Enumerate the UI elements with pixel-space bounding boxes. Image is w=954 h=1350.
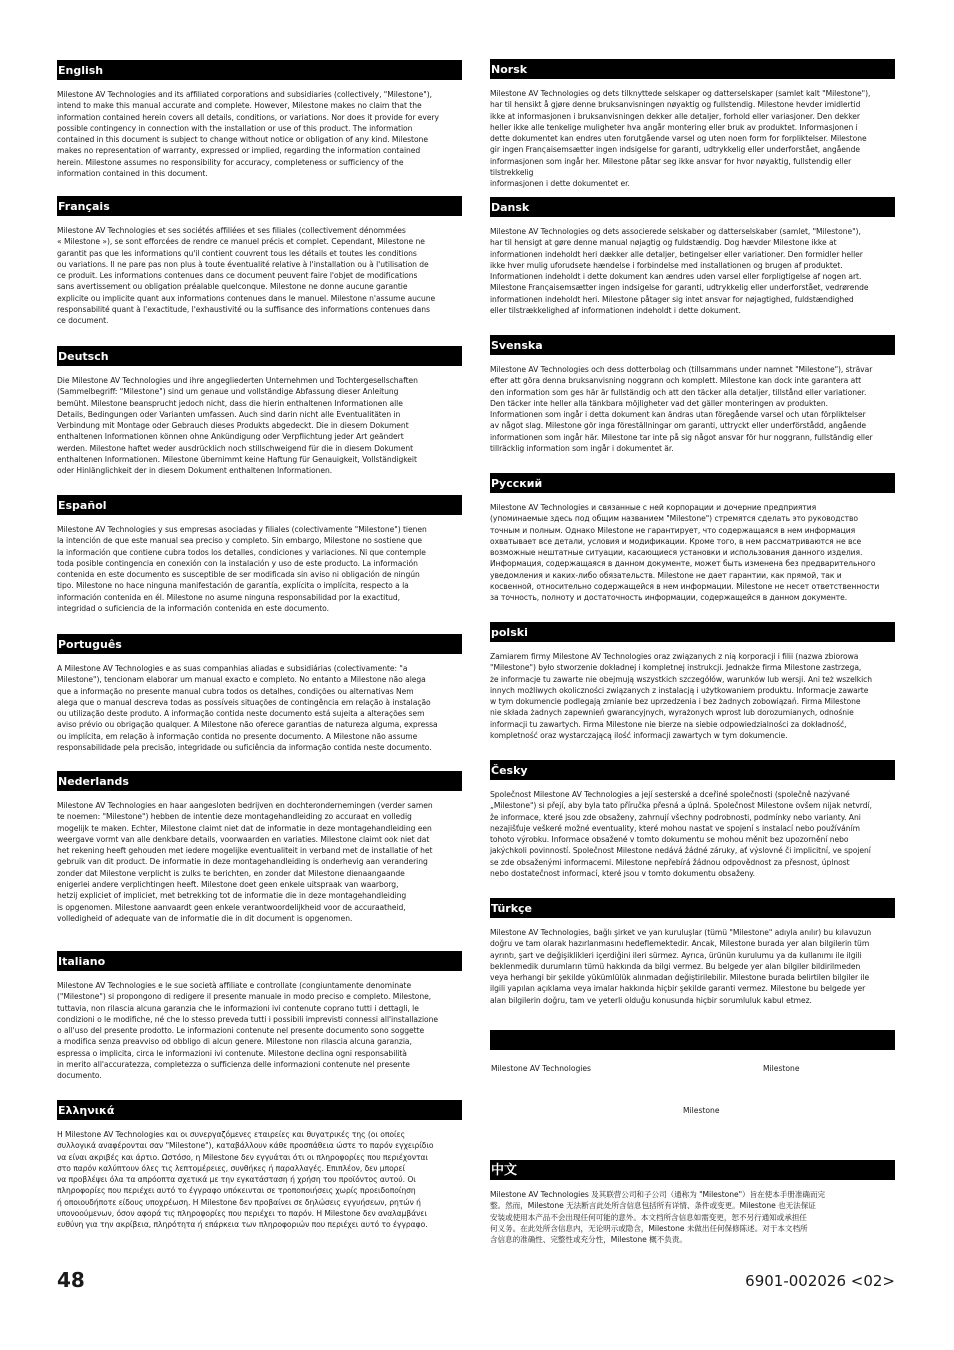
section-espanol — [57, 495, 462, 614]
section-text: Milestone AV Technologies och dess dotterbolag och (tillsammans under namnet "Milestone"), strävar efter att göra denna bruksanvisning noggrann och komplett. Milestone kan dock inte garantera att den information som ges här är fullständig och att den täcker alla detaljer, tillstånd eller variationer. Den täcker inte heller alla tänkbara möjligheter vad det gäller monteringen av produkten. Informationen som ingår i detta dokument kan ändras utan föregående varsel och utan förpliktelser av något slag. Milestone gör inga föreställningar om garanti, uttryckt eller underförstådd, angående informationen som ingår här. Milestone tar inte på sig något ansvar för hur noggrann, fullständig eller tillräcklig information som ingår i dokumentet är. — [490, 365, 873, 454]
section-chinese — [490, 1160, 895, 1245]
section-heading: Русский — [490, 473, 895, 493]
section-text: Milestone AV Technologies og dets associerede selskaber og datterselskaber (samlet, "Milestone"), har til hensigt at gøre denne manual nøjagtig og fuldstændig. Dog hævder Milestone ikke at informationen indeholdt heri dækker alle detaljer, betingelser eller variationer. Den formidler heller ikke hver mulig uforudsete hændelse i forbindelse med installationen og brugen af produktet. Informationen indeholdt i dette dokument kan ændres uden varsel eller forpligtigelse af nogen art. Milestone Franςaisemsætter ingen indsigelse for garanti, udtrykkelig eller underforstået, vedrørende informationen indeholdt heri. Milestone påtager sig intet ansvar for nøjagtighed, fuldstændighed eller tilstrækkelighed af informationen indeholdt i dette dokument. — [490, 227, 869, 316]
section-text: Milestone AV Technologies, bağlı şirket ve yan kuruluşlar (tümü "Milestone" adıyla anılır) bu kılavuzun doğru ve tam olarak hazırlanmasını hedeflemektedir. Ancak, Milestone burada yer alan bilgilerin tüm ayrıntı, şart ve değişiklikleri içerdiğini ileri sürmez. Ayrıca, ürünün kurulumu ya da kullanımı ile ilgili beklenmedik durumların tümü hakkında da bilgi vermez. Bu belgede yer alan bilgiler bildirilmeden veya herhangi bir şekilde yükümlülük alınmadan değiştirilebilir. Milestone burada belirtilen bilgiler ile ilgili yapılan açıklama veya imalar hakkında hiçbir şekilde garanti vermez. Milestone bu belgede yer alan bilgilerin doğru, tam ve yeterli olduğu konusunda hiçbir sorumluluk kabul etmez. — [490, 928, 872, 1005]
japanese-line-2 — [490, 1106, 895, 1120]
section-text: Zamiarem firmy Milestone AV Technologies oraz związanych z nią korporacji i filii (nazwa zbiorowa "Milestone") było stworzenie dokładnej i kompletnej instrukcji. Jednakże firma Milestone zastrzega, że informacje tu zawarte nie obejmują wszystkich szczegółów, warunków lub wersji. Ani też wszelkich innych możliwych okoliczności związanych z instalacją i użytkowaniem produktu. Informacje zawarte w tym dokumencie podlegają zmianie bez uprzedzenia i bez żadnych zobowiązań. Firma Milestone nie składa żadnych zapewnień gwarancyjnych, wyrażonych wprost lub dorozumianych, odnośnie informacji tu zawartych. Firma Milestone nie bierze na siebie odpowiedzialności za dokładność, kompletność oraz wystarczającą ilość informacji zawartych w tym dokumencie. — [490, 652, 873, 741]
japanese-brand-name-2: Milestone — [683, 1106, 720, 1115]
section-text: Die Milestone AV Technologies und ihre angegliederten Unternehmen und Tochtergesellschaften (Sammelbegriff: "Milestone") sind um genaue und vollständige Abfassung dieser Anleitung bemüht. Milestone beansprucht jedoch nicht, dass die hierin enthaltenen Informationen alle Details, Bedingungen oder Varianten umfassen. Auch sind darin nicht alle Eventualitäten in Verbindung mit Montage oder Gebrauch dieses Produkts abgedeckt. Die in diesem Dokument enthaltenen Informationen können ohne Ankündigung oder Verpflichtung jeder Art geändert werden. Milestone haftet weder ausdrücklich noch stillschweigend für die in diesem Dokument enthaltenen Informationen. Milestone übernimmt keine Haftung für Genauigkeit, Vollständigkeit oder Hinlänglichkeit der in diesem Dokument enthaltenen Informationen. — [57, 376, 418, 476]
section-text: A Milestone AV Technologies e as suas companhias aliadas e subsidiárias (colectivamente: "a Milestone"), tencionam elaborar um manual exacto e completo. No entanto a Milestone não alega que a informação no presente manual cubra todos os detalhes, condições ou alternativas Nem alega que o manual descreva todas as possíveis situações de contingência em relação à instalação ou utilização deste produto. A informação contida neste documento está sujeita a alterações sem aviso prévio ou obrigação qualquer. A Milestone não oferece garantias de natureza alguma, expressa ou implícita, em relação à informação contida no presente documento. A Milestone não assume responsabilidade pela precisão, integridade ou suficiência da informação contida neste documento. — [57, 664, 438, 753]
section-russkiy — [490, 473, 895, 604]
section-english — [57, 60, 462, 179]
section-deutsch — [57, 346, 462, 477]
section-dansk — [490, 197, 895, 316]
section-text: Milestone AV Technologies et ses sociétés affiliées et ses filiales (collectivement dénommées « Milestone »), se sont efforcées de rendre ce manuel précis et complet. Cependant, Milestone ne garantit pas que les informations qu'il contient couvrent tous les détails et toutes les conditions ou variations. Il ne pare pas non plus à toute éventualité relative à l'installation ou à l'utilisation de ce produit. Les informations contenues dans ce document peuvent faire l'objet de modifications sans avertissement ou obligation préalable quelconque. Milestone ne donne aucune garantie explicite ou implicite quant aux informations contenues dans le manuel. Milestone n'assume aucune responsabilité quant à l'exactitude, l'exhaustivité ou la suffisance des informations contenues dans ce document. — [57, 226, 436, 326]
section-text: Milestone AV Technologies and its affiliated corporations and subsidiaries (collectively, "Milestone"), intend to make this manual accurate and complete. However, Milestone makes no claim that the information contained herein covers all details, conditions, or variations. Nor does it provide for every possible contingency in connection with the installation or use of this product. The information contained in this document is subject to change without notice or obligation of any kind. Milestone makes no representation of warranty, expressed or implied, regarding the information contained herein. Milestone assumes no responsibility for accuracy, completeness or sufficiency of the information contained in this document. — [57, 90, 439, 179]
japanese-brand-name: Milestone — [763, 1064, 800, 1073]
section-heading: 中文 — [490, 1160, 895, 1180]
section-svenska — [490, 335, 895, 454]
section-heading: polski — [490, 622, 895, 642]
section-norsk — [490, 59, 895, 190]
section-text: Milestone AV Technologies og dets tilknyttede selskaper og datterselskaper (samlet kalt "Milestone"), har til hensikt å gjøre denne bruksanvisningen nøyaktig og fullstendig. Milestone hevder imidlertid ikke at informasjonen i bruksanvisningen dekker alle detaljer, forhold eller variasjoner. Den dekker heller ikke alle tenkelige muligheter hva angår montering eller bruk av produktet. Informasjonen i dette dokumentet kan endres uten forutgående varsel og uten noen form for forpliktelser. Milestone gir ingen Franςaisemsætter ingen indsigelse for garanti, udtrykkelig eller underforstået, angående informasjonen som ingår her. Milestone påtar seg ikke ansvar for hvor nøyaktig, fullstendig eller tilstrekkelig informasjonen i dette dokumentet er. — [490, 89, 871, 189]
section-heading — [490, 1030, 895, 1050]
section-heading: Dansk — [490, 197, 895, 217]
document-code: 6901-002026 <02> — [745, 1272, 895, 1290]
section-text: Η Milestone AV Technologies και οι συνεργαζόμενες εταιρείες και θυγατρικές της (οι οποίες συλλογικά αναφέρονται σαν "Milestone"), καταβάλλουν κάθε προσπάθεια ώστε το παρόν εγχειρίδιο να είναι ακριβές και άρτιο. Ωστόσο, η Milestone δεν εγγυάται ότι οι πληροφορίες που περιέχονται στο παρόν καλύπτουν όλες τις λεπτομέρειες, συνθήκες ή παραλλαγές. Επιπλέον, δεν μπορεί να προβλέψει όλα τα απρόοπτα σχετικά με την εγκατάσταση ή χρήση του προϊόντος αυτού. Οι πληροφορίες που περιέχει αυτό το έγγραφο υπόκεινται σε τροποποιήσεις χωρίς προειδοποίηση ή οποιουδήποτε είδους υποχρέωση. Η Milestone δεν προβαίνει σε δηλώσεις εγγυήσεων, ρητών ή υπονοούμενων, όσον αφορά τις πληροφορίες που περιέχει το παρόν. Η Milestone δεν αναλαμβάνει ευθύνη για την ακρίβεια, πληρότητα ή επάρκεια των πληροφοριών που περιέχει αυτό το έγγραφο. — [57, 1130, 434, 1230]
section-cesky — [490, 760, 895, 879]
section-text: Společnost Milestone AV Technologies a její sesterské a dceřiné společnosti (společně nazývané „Milestone") si přejí, aby byla tato příručka přesná a úplná. Společnost Milestone ovšem nijak netvrdí, že informace, které jsou zde obsaženy, zahrnují všechny podrobnosti, podmínky nebo varianty. Ani nezajišťuje veškeré možné eventuality, které mohou nastat ve spojení s instalací nebo používáním tohoto výrobku. Informace obsažené v tomto dokumentu se mohou měnit bez upozornění nebo jakýchkoli povinností. Společnost Milestone nedává žádné záruky, ať výslovné či implicitní, ve spojení se zde obsaženými informacemi. Milestone nepřebírá žádnou odpovědnost za přesnost, úplnost nebo dostatečnost informací, které jsou v tomto dokumentu obsaženy. — [490, 790, 872, 879]
japanese-line-1 — [490, 1064, 895, 1078]
section-text: Milestone AV Technologies и связанные с ней корпорации и дочерние предприятия (упоминаемые здесь под общим названием "Milestone") стремятся сделать это руководство точным и полным. Однако Milestone не гарантирует, что содержащаяся в нем информация охватывает все детали, условия и модификации. Кроме того, в нем рассматриваются не все возможные нештатные ситуации, касающиеся установки и использования данного изделия. Информация, содержащаяся в данном документе, может быть изменена без предварительного уведомления и каких-либо обязательств. Milestone не дает гарантии, как прямой, так и косвенной, относительно содержащейся в нем информации. Milestone не несет ответственности за точность, полноту и достаточность информации, содержащейся в данном документе. — [490, 503, 880, 603]
section-ellinika — [57, 1100, 462, 1231]
section-heading: Türkçe — [490, 898, 895, 918]
section-heading: Deutsch — [57, 346, 462, 366]
section-heading: Italiano — [57, 951, 462, 971]
section-turkce — [490, 898, 895, 1006]
section-nederlands — [57, 771, 462, 924]
section-francais — [57, 196, 462, 327]
section-text: Milestone AV Technologies 及其联营公司和子公司（通称为 "Milestone"）旨在使本手册准确而完 整。然而，Milestone 无法断言此处所含信息包括所有详情、条件或变更。Milestone 也无法保证 安装或使用本产品不会出现任何可能的意外。本文档所含信息如需变更，恕不另行通知或承担任 何义务。在此处所含信息内，无论明示或隐含，Milestone 未做出任何保修陈述。对于本文档所 含信息的准确性、完整性或充分性，Milestone 概不负责。 — [490, 1190, 826, 1245]
section-text: Milestone AV Technologies en haar aangesloten bedrijven en dochterondernemingen (verder samen te noemen: "Milestone") hebben de intentie deze montagehandleiding zo accuraat en volledig mogelijk te maken. Echter, Milestone claimt niet dat de informatie in deze montagehandleiding een weergave vormt van alle denkbare details, voorwaarden en variaties. Milestone claimt ook niet dat het rekening heeft gehouden met iedere mogelijke eventualiteit in verband met de installatie of het gebruik van dit product. De informatie in deze montagehandleiding is onderhevig aan verandering zonder dat Milestone verplicht is zulks te berichten, en zonder dat Milestone dienaangaande enigerlei andere verplichtingen heeft. Milestone doet geen enkele uitspraak van waarborg, hetzij expliciet of impliciet, met betrekking tot de informatie die in deze montagehandleiding is opgenomen. Milestone aanvaardt geen enkele verantwoordelijkheid voor de accuraatheid, volledigheid of adequate van de informatie die in dit document is opgenomen. — [57, 801, 433, 923]
section-portugues — [57, 634, 462, 753]
section-japanese — [490, 1030, 895, 1120]
section-heading: Français — [57, 196, 462, 216]
section-heading: Norsk — [490, 59, 895, 79]
section-text: Milestone AV Technologies y sus empresas asociadas y filiales (colectivamente "Milestone") tienen la intención de que este manual sea preciso y completo. Sin embargo, Milestone no sostiene que la información que contiene cubra todos los detalles, condiciones y variaciones. Ni que contemple toda posible contingencia en conexión con la instalación y uso de este producto. La información contenida en este documento es susceptible de ser modificada sin aviso ni obligación de ningún tipo. Milestone no hace ninguna manifestación de garantía, explícita o implícita, respecto a la información contenida en él. Milestone no asume ninguna responsabilidad por la exactitud, integridad o suficiencia de la información contenida en este documento. — [57, 525, 427, 614]
section-heading: Ελληνικά — [57, 1100, 462, 1120]
page-number: 48 — [57, 1268, 85, 1292]
japanese-company-name: Milestone AV Technologies — [491, 1064, 592, 1073]
section-heading: Español — [57, 495, 462, 515]
section-polski — [490, 622, 895, 741]
section-text: Milestone AV Technologies e le sue società affiliate e controllate (congiuntamente denominate ("Milestone") si propongono di redigere il presente manuale in modo preciso e completo. Milestone, tuttavia, non rilascia alcuna garanzia che le informazioni ivi contenute coprano tutti i dettagli, le condizioni o le modifiche, né che lo stesso preveda tutti i possibili imprevisti connessi all'installazione o all'uso del presente prodotto. Le informazioni contenute nel presente documento sono soggette a modifica senza preavviso od obbligo di alcun genere. Milestone non rilascia alcuna garanzia, espressa o implicita, circa le informazioni ivi contenute. Milestone declina ogni responsabilità in merito all'accuratezza, completezza o sufficienza delle informazioni contenute nel presente documento. — [57, 981, 438, 1081]
section-heading: Česky — [490, 760, 895, 780]
section-italiano — [57, 951, 462, 1082]
section-heading: English — [57, 60, 462, 80]
section-heading: Svenska — [490, 335, 895, 355]
section-heading: Nederlands — [57, 771, 462, 791]
section-heading: Português — [57, 634, 462, 654]
